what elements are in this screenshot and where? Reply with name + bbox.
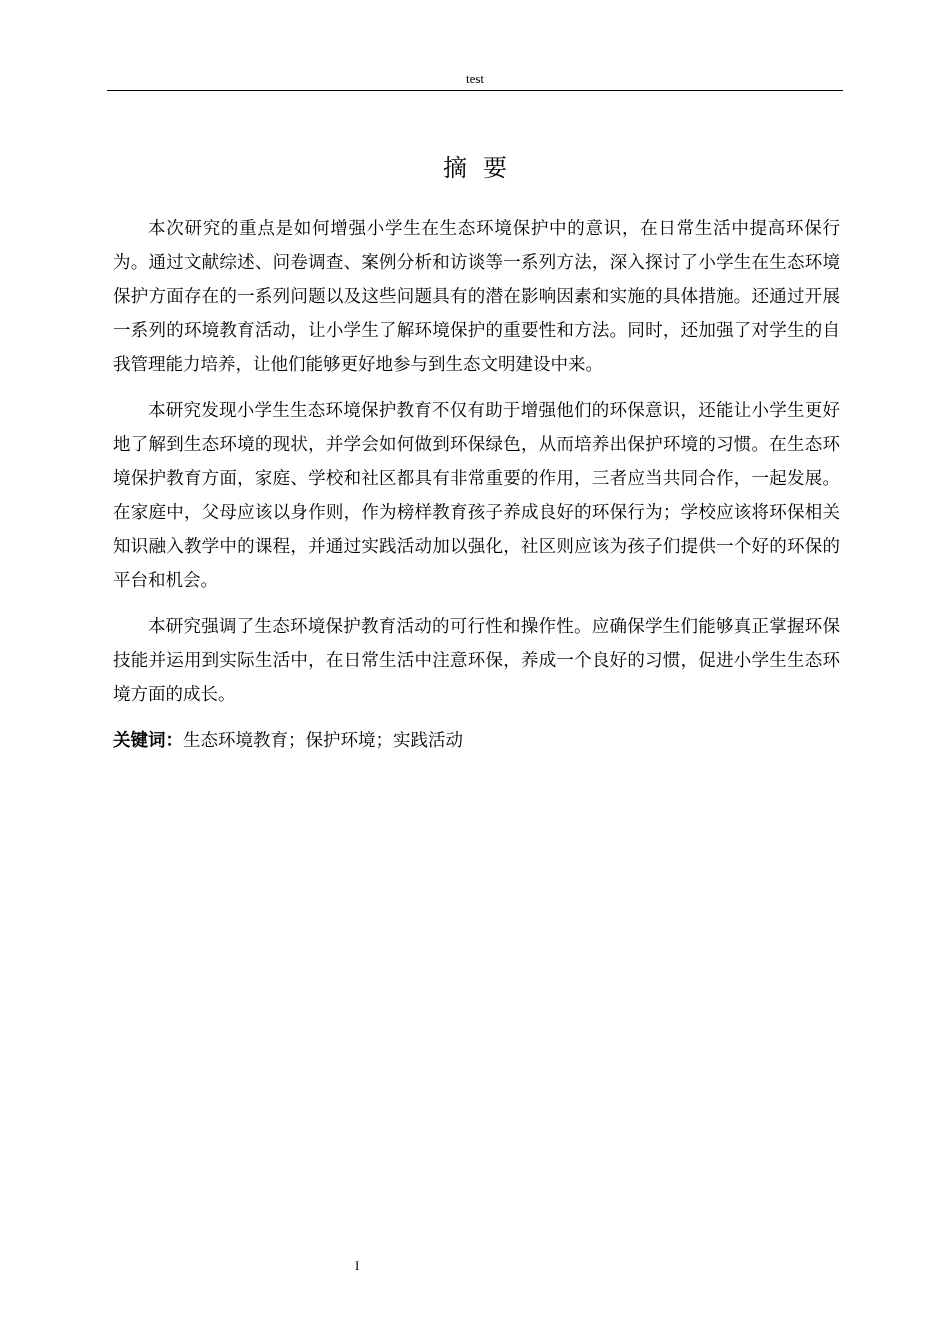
keywords-value: 生态环境教育；保护环境；实践活动 (183, 731, 463, 751)
page-title: 摘要 (443, 154, 523, 182)
keywords-line (113, 724, 840, 758)
abstract-paragraph-2: 本研究发现小学生生态环境保护教育不仅有助于增强他们的环保意识，还能让小学生更好地了解到生态环境的现状，并学会如何做到环保绿色，从而培养出保护环境的习惯。在生态环境保护教育方面，家庭、学校和社区都具有非常重要的作用，三者应当共同合作，一起发展。在家庭中，父母应该以身作则，作为榜样教育孩子养成良好的环保行为；学校应该将环保相关知识融入教学中的课程，并通过实践活动加以强化，社区则应该为孩子们提供一个好的环保的平台和机会。 (113, 401, 840, 591)
page-number: I (355, 1258, 360, 1273)
page-header (107, 66, 843, 91)
abstract-paragraph-3: 本研究强调了生态环境保护教育活动的可行性和操作性。应确保学生们能够真正掌握环保技能并运用到实际生活中，在日常生活中注意环保，养成一个良好的习惯，促进小学生生态环境方面的成长。 (113, 617, 840, 705)
abstract-body (113, 212, 840, 758)
keywords-label: 关键词： (113, 731, 183, 751)
header-text: test (465, 71, 485, 86)
abstract-paragraph-1: 本次研究的重点是如何增强小学生在生态环境保护中的意识，在日常生活中提高环保行为。通过文献综述、问卷调查、案例分析和访谈等一系列方法，深入探讨了小学生在生态环境保护方面存在的一系列问题以及这些问题具有的潜在影响因素和实施的具体措施。还通过开展一系列的环境教育活动，让小学生了解环境保护的重要性和方法。同时，还加强了对学生的自我管理能力培养，让他们能够更好地参与到生态文明建设中来。 (113, 219, 840, 375)
